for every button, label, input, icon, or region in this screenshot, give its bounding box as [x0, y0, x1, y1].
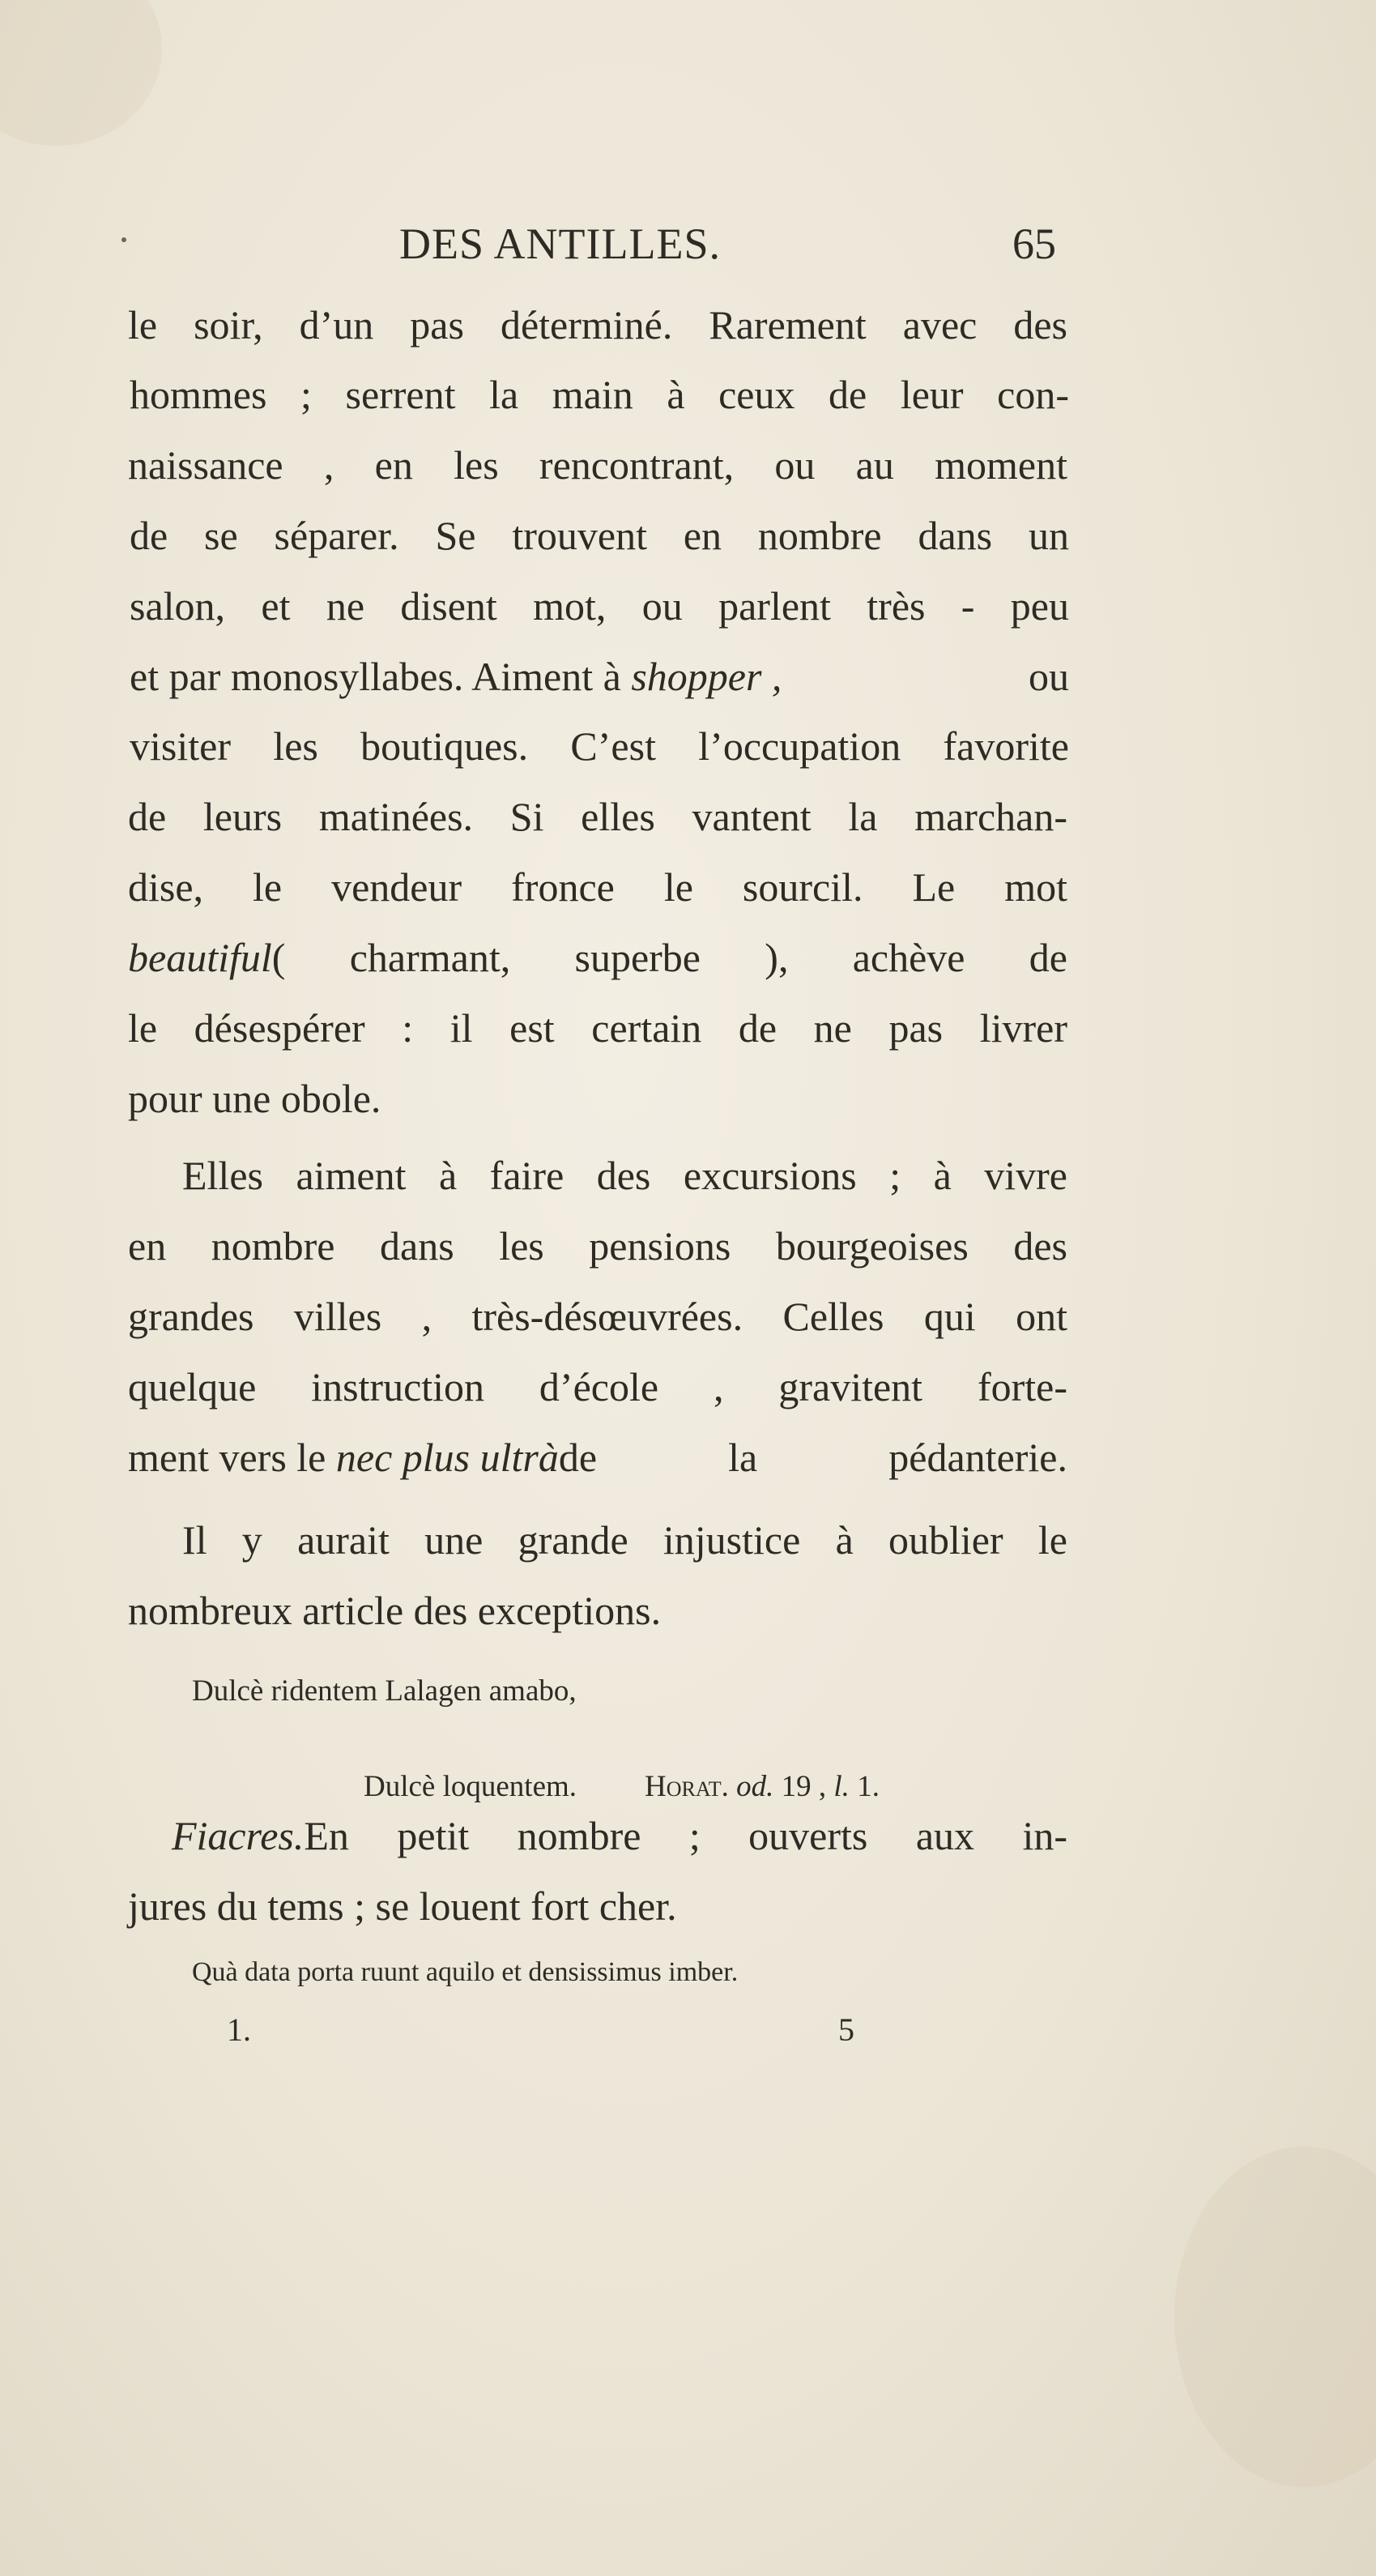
paper-stain: [1174, 2147, 1376, 2487]
text-segment: ou: [1018, 654, 1069, 699]
text-line: [172, 1810, 1067, 1861]
text-segment-italic: shopper ,: [631, 654, 782, 699]
text-line: nombreux article des exceptions.: [128, 1588, 662, 1633]
quote-line: Quà data porta ruunt aquilo et densissimus imber.: [192, 1957, 739, 1987]
text-segment-italic: Fiacres.: [172, 1813, 305, 1858]
quote-line: Dulcè ridentem Lalagen amabo,: [192, 1674, 577, 1708]
text-line: [128, 1432, 1067, 1482]
text-segment-italic: beautiful: [128, 935, 272, 980]
signature-mark: 5: [838, 2011, 854, 2048]
running-head-title: DES ANTILLES.: [399, 220, 721, 268]
quote-reference: 19 ,: [773, 1770, 834, 1803]
quote-author: Horat.: [645, 1770, 729, 1803]
text-line: le désespérer : il est certain de ne pas livrer: [128, 1005, 1067, 1051]
text-line: de leurs matinées. Si elles vantent la marchan-: [128, 794, 1067, 839]
text-line: pour une obole.: [128, 1076, 381, 1121]
quote-reference-italic: l.: [833, 1770, 850, 1803]
text-segment: ( charmant, superbe ), achève de: [271, 935, 1067, 980]
text-line: Il y aurait une grande injustice à oublier le: [182, 1517, 1067, 1563]
text-line: hommes ; serrent la main à ceux de leur con-: [130, 372, 1069, 417]
text-line: jures du tems ; se louent fort cher.: [128, 1883, 677, 1929]
page-number: 65: [1012, 220, 1056, 268]
text-segment-italic: nec plus ultrà: [335, 1435, 559, 1480]
quote-reference: 1.: [849, 1770, 880, 1803]
text-segment: ment vers le: [128, 1435, 336, 1480]
margin-dot: [121, 237, 126, 242]
text-line: [128, 932, 1067, 983]
text-line: [130, 651, 1069, 702]
text-line: Elles aiment à faire des excursions ; à vivre: [182, 1153, 1067, 1198]
text-segment: En petit nombre ; ouverts aux in-: [304, 1813, 1067, 1858]
quote-reference-italic: od.: [736, 1770, 774, 1803]
text-line: en nombre dans les pensions bourgeoises des: [128, 1223, 1067, 1269]
text-segment: et par monosyllabes. Aiment à: [130, 654, 632, 699]
paper-stain: [0, 0, 162, 146]
quote-text: Dulcè loquentem.: [364, 1770, 577, 1803]
volume-mark: 1.: [227, 2011, 251, 2048]
text-line: visiter les boutiques. C’est l’occupation favorite: [130, 723, 1069, 769]
text-segment: de la pédanterie.: [558, 1435, 1067, 1480]
text-line: le soir, d’un pas déterminé. Rarement avec des: [128, 302, 1067, 348]
text-line: grandes villes , très-désœuvrées. Celles qui ont: [128, 1294, 1067, 1339]
text-line: dise, le vendeur fronce le sourcil. Le mot: [128, 864, 1067, 910]
text-line: naissance , en les rencontrant, ou au moment: [128, 442, 1067, 488]
text-line: de se séparer. Se trouvent en nombre dans un: [130, 513, 1069, 558]
text-line: salon, et ne disent mot, ou parlent très - peu: [130, 583, 1069, 629]
text-line: quelque instruction d’école , gravitent forte-: [128, 1364, 1067, 1410]
